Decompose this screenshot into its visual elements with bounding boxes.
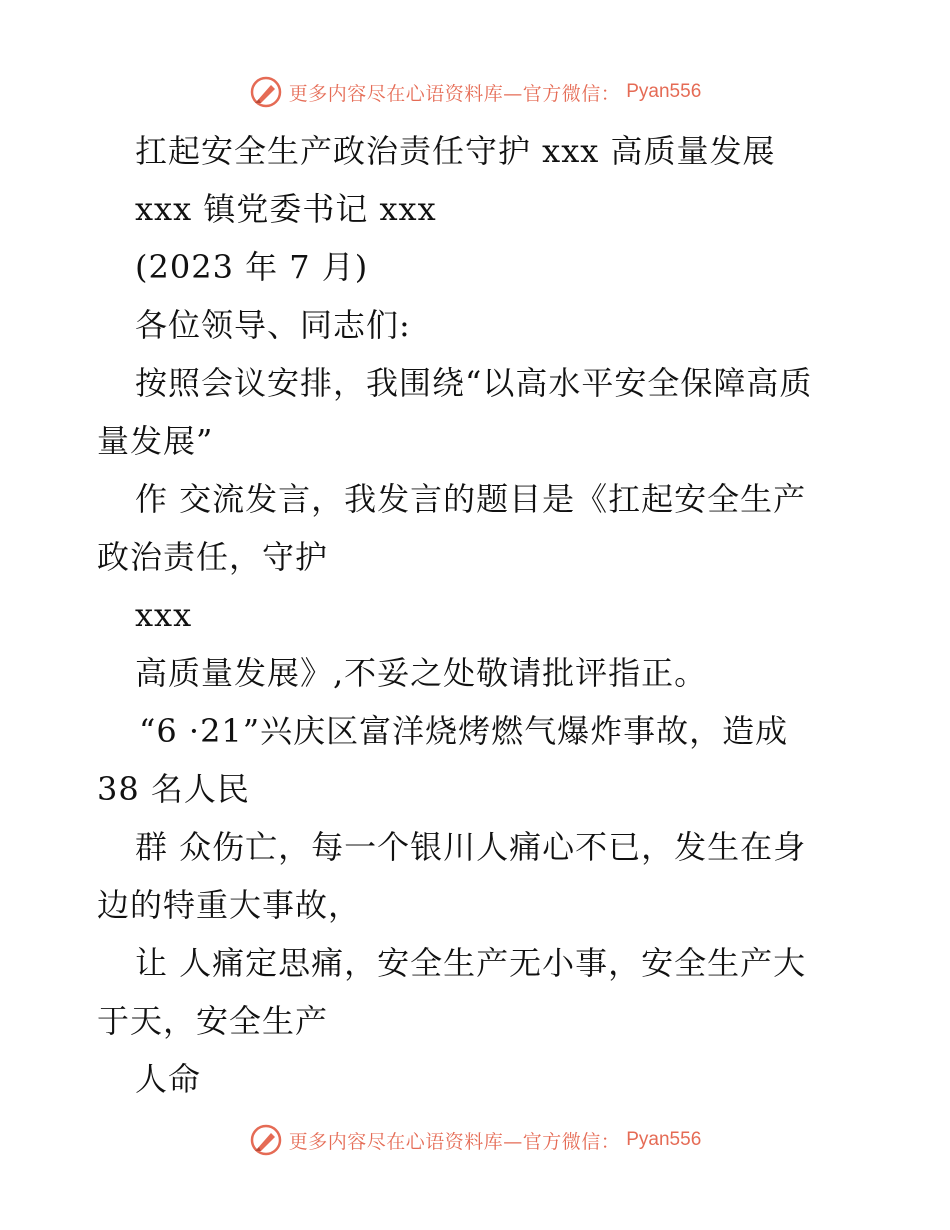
paragraph-line: 量发展” bbox=[97, 422, 214, 460]
paragraph-line: 让 人痛定思痛，安全生产无小事，安全生产大 bbox=[135, 944, 807, 982]
paragraph-line: 边的特重大事故， bbox=[97, 886, 362, 924]
paragraph-line: 群 众伤亡，每一个银川人痛心不已，发生在身 bbox=[135, 828, 807, 866]
document-date: (2023 年 7 月) bbox=[135, 248, 369, 286]
document-author: xxx 镇党委书记 xxx bbox=[135, 190, 437, 228]
watermark-banner-bottom bbox=[0, 1120, 950, 1160]
paragraph-line: xxx bbox=[135, 596, 193, 634]
paragraph-line: “6 ·21”兴庆区富洋烧烤燃气爆炸事故，造成 bbox=[139, 712, 789, 750]
document-body bbox=[97, 122, 857, 1108]
watermark-text: 更多内容尽在心语资料库—官方微信： bbox=[288, 1130, 621, 1153]
paragraph-line: 于天，安全生产 bbox=[97, 1002, 329, 1040]
paragraph-line: 高质量发展》,不妥之处敬请批评指正。 bbox=[135, 654, 708, 692]
watermark-wechat-id: Pyan556 bbox=[626, 81, 702, 102]
paragraph-line: 人命 bbox=[135, 1060, 202, 1098]
pen-logo-icon bbox=[249, 1123, 283, 1157]
paragraph-line: 政治责任，守护 bbox=[97, 538, 329, 576]
paragraph-line: 按照会议安排，我围绕“以高水平安全保障高质 bbox=[135, 364, 813, 402]
watermark-banner-top bbox=[0, 72, 950, 112]
paragraph-line: 作 交流发言，我发言的题目是《扛起安全生产 bbox=[135, 480, 807, 518]
pen-logo-icon bbox=[249, 75, 283, 109]
document-title: 扛起安全生产政治责任守护 xxx 高质量发展 bbox=[135, 132, 776, 170]
paragraph-line: 38 名人民 bbox=[97, 770, 250, 808]
watermark-text: 更多内容尽在心语资料库—官方微信： bbox=[288, 82, 621, 105]
document-salutation: 各位领导、同志们: bbox=[135, 306, 411, 344]
watermark-wechat-id: Pyan556 bbox=[626, 1129, 702, 1150]
